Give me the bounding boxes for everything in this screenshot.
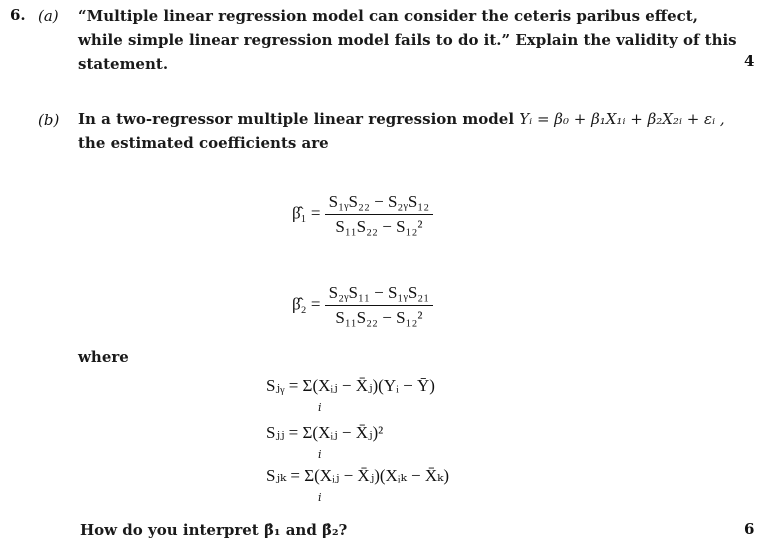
sjy-lhs: Sⱼᵧ =	[266, 376, 299, 395]
part-b-marks: 6	[744, 520, 755, 538]
sjk-definition	[266, 466, 449, 486]
part-a-label: (a)	[38, 7, 59, 25]
sjk-sum-index: i	[318, 491, 322, 504]
model-equation: Yᵢ = β₀ + β₁X₁ᵢ + β₂X₂ᵢ + εᵢ ,	[519, 110, 725, 128]
beta1-fraction-bar	[325, 214, 433, 215]
part-a-marks: 4	[744, 52, 755, 70]
sjk-lhs: Sⱼₖ =	[266, 466, 300, 485]
sjk-rhs: Σ(Xᵢⱼ − X̄ⱼ)(Xᵢₖ − X̄ₖ)	[304, 466, 449, 485]
part-a-line-2: while simple linear regression model fails to do it.” Explain the validity of this	[78, 31, 737, 49]
beta2-equation	[292, 283, 433, 328]
sjj-lhs: Sⱼⱼ =	[266, 423, 299, 442]
sjy-definition	[266, 376, 435, 396]
sjy-sum-index: i	[318, 401, 322, 414]
beta1-lhs: β̂₁ =	[292, 203, 321, 223]
beta2-denominator: S₁₁S₂₂ − S₁₂²	[335, 308, 423, 327]
part-a-line-1: “Multiple linear regression model can consider the ceteris paribus effect,	[78, 7, 698, 25]
sjj-sum-index: i	[318, 448, 322, 461]
question-number: 6.	[10, 6, 26, 24]
beta2-fraction-bar	[325, 305, 433, 306]
beta2-fraction	[325, 283, 433, 328]
part-b-intro	[78, 107, 758, 155]
beta1-equation	[292, 192, 433, 237]
sjj-definition	[266, 423, 383, 443]
sjj-rhs: Σ(Xᵢⱼ − X̄ⱼ)²	[302, 423, 384, 442]
part-b-line-1: In a two-regressor multiple linear regression model	[78, 110, 515, 128]
part-b-label: (b)	[38, 111, 60, 129]
beta2-numerator: S₂ᵧS₁₁ − S₁ᵧS₂₁	[328, 283, 430, 302]
beta1-denominator: S₁₁S₂₂ − S₁₂²	[335, 217, 423, 236]
part-b-line-2: the estimated coefficients are	[78, 134, 329, 152]
sjy-rhs: Σ(Xᵢⱼ − X̄ⱼ)(Yᵢ − Ȳ)	[302, 376, 435, 395]
where-label: where	[78, 348, 129, 366]
part-a-text	[78, 4, 738, 76]
part-a-line-3: statement.	[78, 55, 169, 73]
beta2-lhs: β̂₂ =	[292, 294, 321, 314]
beta1-fraction	[325, 192, 433, 237]
beta1-numerator: S₁ᵧS₂₂ − S₂ᵧS₁₂	[328, 192, 430, 211]
interpret-question: How do you interpret β̂₁ and β̂₂?	[80, 521, 348, 539]
